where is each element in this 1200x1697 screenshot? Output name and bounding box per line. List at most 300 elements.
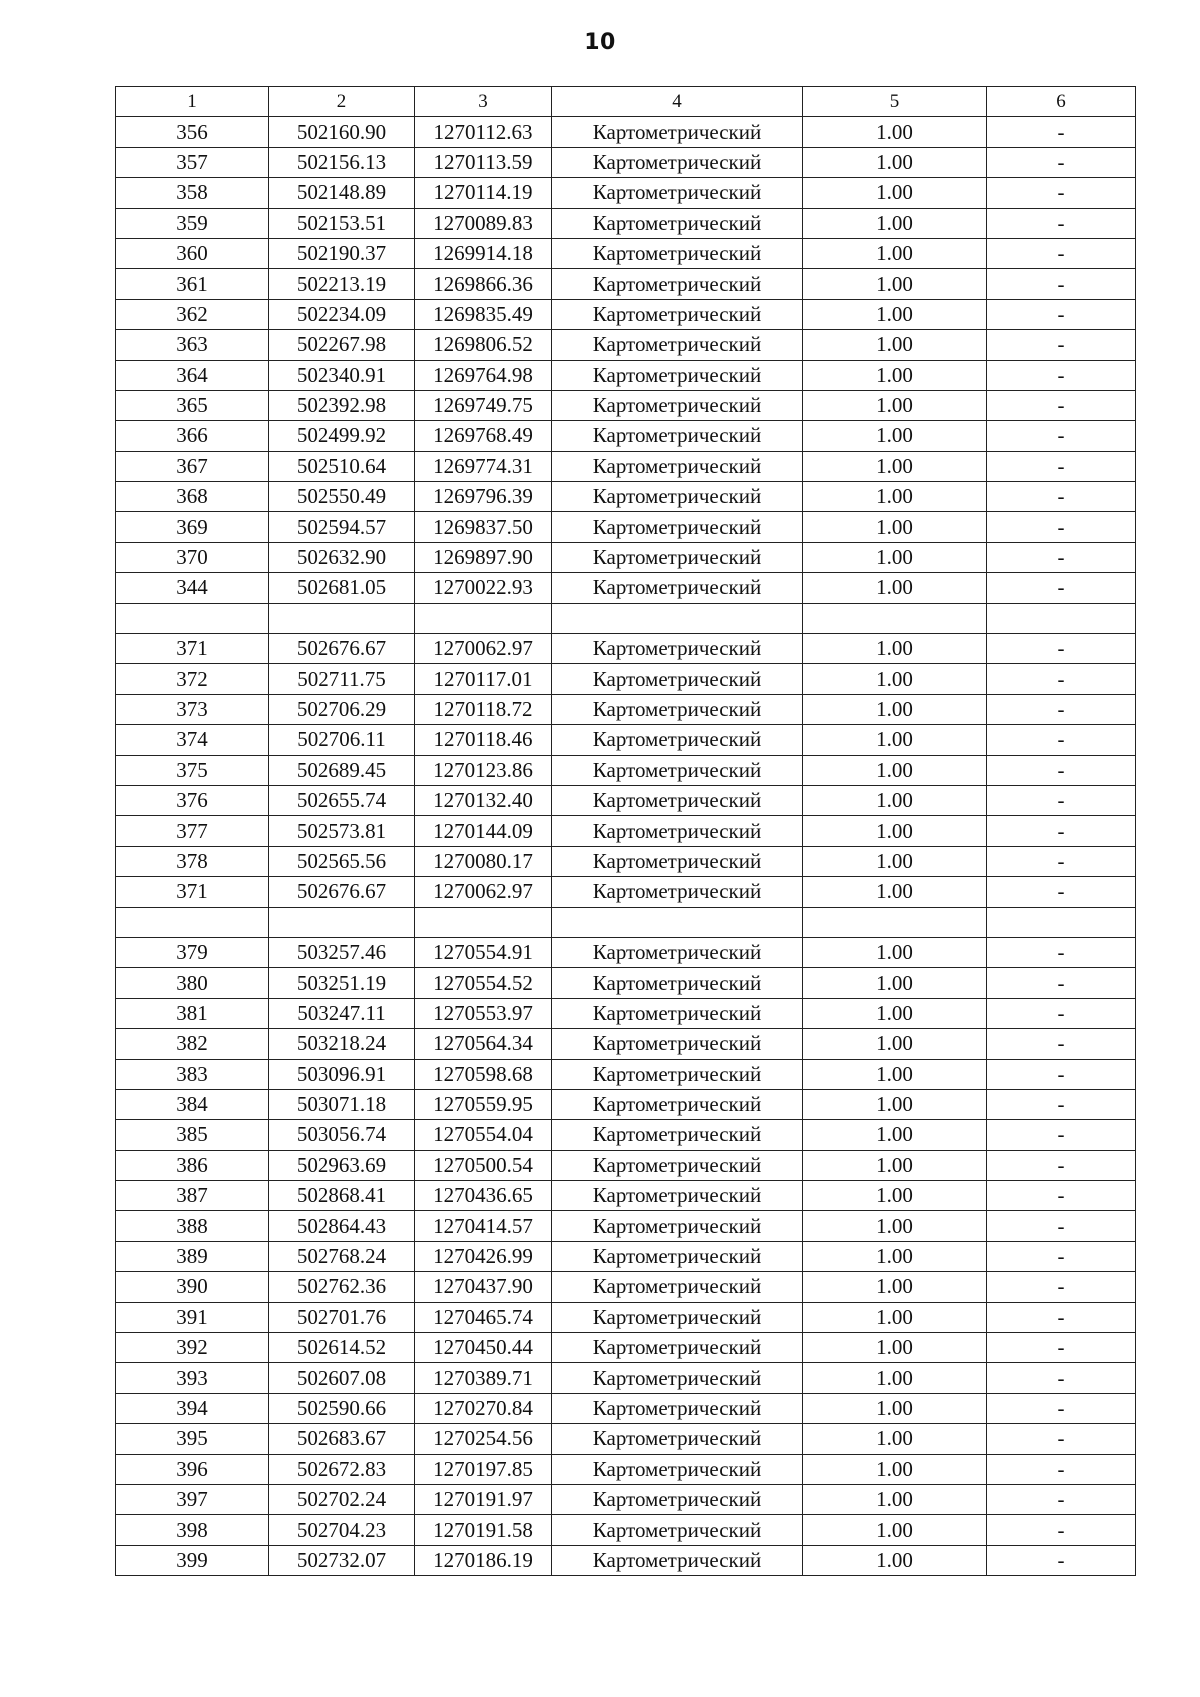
method-cell: Картометрический [552, 1211, 803, 1241]
note-cell: - [987, 755, 1136, 785]
point-number-cell: 373 [116, 694, 269, 724]
accuracy-cell: 1.00 [803, 573, 987, 603]
point-number-cell: 359 [116, 208, 269, 238]
note-cell: - [987, 208, 1136, 238]
y-coordinate-cell: 1270022.93 [415, 573, 552, 603]
point-number-cell: 385 [116, 1120, 269, 1150]
note-cell: - [987, 1029, 1136, 1059]
note-cell: - [987, 178, 1136, 208]
accuracy-cell: 1.00 [803, 1545, 987, 1575]
point-number-cell: 368 [116, 482, 269, 512]
accuracy-cell: 1.00 [803, 1241, 987, 1271]
point-number-cell: 371 [116, 877, 269, 907]
table-row [116, 877, 1136, 907]
note-cell [987, 603, 1136, 633]
point-number-cell: 378 [116, 846, 269, 876]
note-cell: - [987, 1120, 1136, 1150]
accuracy-cell: 1.00 [803, 1089, 987, 1119]
x-coordinate-cell: 502156.13 [269, 147, 415, 177]
x-coordinate-cell: 502768.24 [269, 1241, 415, 1271]
accuracy-cell: 1.00 [803, 755, 987, 785]
x-coordinate-cell: 503056.74 [269, 1120, 415, 1150]
x-coordinate-cell: 502565.56 [269, 846, 415, 876]
accuracy-cell: 1.00 [803, 482, 987, 512]
y-coordinate-cell: 1270186.19 [415, 1545, 552, 1575]
method-cell: Картометрический [552, 1393, 803, 1423]
point-number-cell: 371 [116, 634, 269, 664]
note-cell: - [987, 1484, 1136, 1514]
accuracy-cell: 1.00 [803, 1333, 987, 1363]
table-row [116, 208, 1136, 238]
note-cell: - [987, 1089, 1136, 1119]
note-cell: - [987, 1333, 1136, 1363]
point-number-cell: 374 [116, 725, 269, 755]
method-cell: Картометрический [552, 1484, 803, 1514]
table-row [116, 421, 1136, 451]
point-number-cell: 363 [116, 330, 269, 360]
table-row [116, 816, 1136, 846]
y-coordinate-cell: 1270062.97 [415, 634, 552, 664]
table-row [116, 299, 1136, 329]
method-cell: Картометрический [552, 664, 803, 694]
x-coordinate-cell: 503247.11 [269, 998, 415, 1028]
point-number-cell: 397 [116, 1484, 269, 1514]
note-cell: - [987, 147, 1136, 177]
table-row [116, 1454, 1136, 1484]
x-coordinate-cell [269, 907, 415, 937]
table-row [116, 1424, 1136, 1454]
table-row [116, 1181, 1136, 1211]
accuracy-cell: 1.00 [803, 542, 987, 572]
note-cell: - [987, 816, 1136, 846]
x-coordinate-cell: 502732.07 [269, 1545, 415, 1575]
x-coordinate-cell: 502632.90 [269, 542, 415, 572]
y-coordinate-cell: 1269749.75 [415, 390, 552, 420]
accuracy-cell: 1.00 [803, 1272, 987, 1302]
note-cell: - [987, 1181, 1136, 1211]
x-coordinate-cell: 502711.75 [269, 664, 415, 694]
x-coordinate-cell: 502148.89 [269, 178, 415, 208]
y-coordinate-cell: 1270114.19 [415, 178, 552, 208]
y-coordinate-cell: 1269837.50 [415, 512, 552, 542]
y-coordinate-cell: 1270426.99 [415, 1241, 552, 1271]
table-row [116, 1150, 1136, 1180]
accuracy-cell: 1.00 [803, 664, 987, 694]
point-number-cell: 344 [116, 573, 269, 603]
point-number-cell: 386 [116, 1150, 269, 1180]
table-row [116, 451, 1136, 481]
note-cell: - [987, 238, 1136, 268]
note-cell: - [987, 421, 1136, 451]
point-number-cell: 375 [116, 755, 269, 785]
accuracy-cell: 1.00 [803, 846, 987, 876]
method-cell: Картометрический [552, 1363, 803, 1393]
accuracy-cell: 1.00 [803, 238, 987, 268]
note-cell: - [987, 269, 1136, 299]
note-cell: - [987, 1515, 1136, 1545]
method-cell: Картометрический [552, 846, 803, 876]
note-cell: - [987, 1545, 1136, 1575]
table-separator-row [116, 603, 1136, 633]
table-row [116, 178, 1136, 208]
accuracy-cell: 1.00 [803, 1515, 987, 1545]
header-cell-2: 2 [269, 87, 415, 117]
point-number-cell: 367 [116, 451, 269, 481]
x-coordinate-cell: 503257.46 [269, 937, 415, 967]
y-coordinate-cell: 1270118.72 [415, 694, 552, 724]
method-cell: Картометрический [552, 1181, 803, 1211]
table-row [116, 846, 1136, 876]
x-coordinate-cell: 502702.24 [269, 1484, 415, 1514]
accuracy-cell: 1.00 [803, 877, 987, 907]
y-coordinate-cell: 1269806.52 [415, 330, 552, 360]
method-cell: Картометрический [552, 1241, 803, 1271]
note-cell: - [987, 1059, 1136, 1089]
accuracy-cell [803, 603, 987, 633]
y-coordinate-cell: 1269897.90 [415, 542, 552, 572]
table-row [116, 634, 1136, 664]
method-cell: Картометрический [552, 1120, 803, 1150]
point-number-cell: 377 [116, 816, 269, 846]
point-number-cell: 366 [116, 421, 269, 451]
x-coordinate-cell: 502864.43 [269, 1211, 415, 1241]
point-number-cell: 382 [116, 1029, 269, 1059]
note-cell: - [987, 1302, 1136, 1332]
point-number-cell: 394 [116, 1393, 269, 1423]
method-cell: Картометрический [552, 634, 803, 664]
note-cell: - [987, 634, 1136, 664]
point-number-cell: 398 [116, 1515, 269, 1545]
x-coordinate-cell: 502153.51 [269, 208, 415, 238]
x-coordinate-cell: 502573.81 [269, 816, 415, 846]
table-row [116, 360, 1136, 390]
accuracy-cell: 1.00 [803, 117, 987, 147]
method-cell: Картометрический [552, 299, 803, 329]
accuracy-cell: 1.00 [803, 390, 987, 420]
accuracy-cell: 1.00 [803, 269, 987, 299]
accuracy-cell: 1.00 [803, 451, 987, 481]
y-coordinate-cell: 1269768.49 [415, 421, 552, 451]
accuracy-cell: 1.00 [803, 1363, 987, 1393]
method-cell: Картометрический [552, 238, 803, 268]
x-coordinate-cell: 502550.49 [269, 482, 415, 512]
y-coordinate-cell: 1270112.63 [415, 117, 552, 147]
method-cell: Картометрический [552, 1029, 803, 1059]
method-cell: Картометрический [552, 1333, 803, 1363]
note-cell: - [987, 877, 1136, 907]
note-cell: - [987, 330, 1136, 360]
x-coordinate-cell: 502681.05 [269, 573, 415, 603]
point-number-cell: 387 [116, 1181, 269, 1211]
note-cell: - [987, 390, 1136, 420]
table-row [116, 1484, 1136, 1514]
header-cell-5: 5 [803, 87, 987, 117]
x-coordinate-cell: 502594.57 [269, 512, 415, 542]
point-number-cell: 399 [116, 1545, 269, 1575]
accuracy-cell: 1.00 [803, 1150, 987, 1180]
x-coordinate-cell: 503251.19 [269, 968, 415, 998]
note-cell: - [987, 573, 1136, 603]
note-cell: - [987, 725, 1136, 755]
y-coordinate-cell: 1270554.52 [415, 968, 552, 998]
method-cell: Картометрический [552, 1515, 803, 1545]
note-cell: - [987, 998, 1136, 1028]
accuracy-cell: 1.00 [803, 1059, 987, 1089]
table-row [116, 1120, 1136, 1150]
accuracy-cell: 1.00 [803, 937, 987, 967]
y-coordinate-cell: 1270437.90 [415, 1272, 552, 1302]
table-row [116, 785, 1136, 815]
accuracy-cell: 1.00 [803, 421, 987, 451]
note-cell: - [987, 1211, 1136, 1241]
accuracy-cell: 1.00 [803, 968, 987, 998]
accuracy-cell: 1.00 [803, 147, 987, 177]
accuracy-cell: 1.00 [803, 634, 987, 664]
accuracy-cell: 1.00 [803, 1120, 987, 1150]
method-cell: Картометрический [552, 482, 803, 512]
point-number-cell: 357 [116, 147, 269, 177]
note-cell: - [987, 117, 1136, 147]
method-cell: Картометрический [552, 1272, 803, 1302]
note-cell: - [987, 512, 1136, 542]
accuracy-cell: 1.00 [803, 725, 987, 755]
header-row [116, 87, 1136, 117]
y-coordinate-cell: 1270436.65 [415, 1181, 552, 1211]
y-coordinate-cell: 1270559.95 [415, 1089, 552, 1119]
point-number-cell: 381 [116, 998, 269, 1028]
y-coordinate-cell: 1269914.18 [415, 238, 552, 268]
table-row [116, 1241, 1136, 1271]
note-cell: - [987, 937, 1136, 967]
table-row [116, 269, 1136, 299]
y-coordinate-cell: 1270113.59 [415, 147, 552, 177]
y-coordinate-cell: 1270500.54 [415, 1150, 552, 1180]
note-cell: - [987, 1272, 1136, 1302]
method-cell [552, 603, 803, 633]
point-number-cell [116, 603, 269, 633]
table-row [116, 1029, 1136, 1059]
table-row [116, 937, 1136, 967]
table-row [116, 1363, 1136, 1393]
accuracy-cell: 1.00 [803, 785, 987, 815]
note-cell: - [987, 542, 1136, 572]
note-cell: - [987, 785, 1136, 815]
point-number-cell: 391 [116, 1302, 269, 1332]
note-cell: - [987, 360, 1136, 390]
y-coordinate-cell [415, 907, 552, 937]
accuracy-cell: 1.00 [803, 816, 987, 846]
table-row [116, 1302, 1136, 1332]
x-coordinate-cell: 502706.11 [269, 725, 415, 755]
note-cell: - [987, 1424, 1136, 1454]
x-coordinate-cell: 502190.37 [269, 238, 415, 268]
x-coordinate-cell: 502762.36 [269, 1272, 415, 1302]
coordinates-table [115, 86, 1136, 1576]
method-cell: Картометрический [552, 1089, 803, 1119]
point-number-cell: 362 [116, 299, 269, 329]
y-coordinate-cell: 1270197.85 [415, 1454, 552, 1484]
point-number-cell: 379 [116, 937, 269, 967]
y-coordinate-cell: 1269764.98 [415, 360, 552, 390]
method-cell: Картометрический [552, 1059, 803, 1089]
point-number-cell: 360 [116, 238, 269, 268]
x-coordinate-cell: 503218.24 [269, 1029, 415, 1059]
table-row [116, 755, 1136, 785]
method-cell: Картометрический [552, 968, 803, 998]
method-cell: Картометрический [552, 1545, 803, 1575]
y-coordinate-cell: 1270132.40 [415, 785, 552, 815]
method-cell: Картометрический [552, 1424, 803, 1454]
method-cell: Картометрический [552, 785, 803, 815]
y-coordinate-cell: 1270554.04 [415, 1120, 552, 1150]
y-coordinate-cell: 1269835.49 [415, 299, 552, 329]
y-coordinate-cell: 1269866.36 [415, 269, 552, 299]
accuracy-cell: 1.00 [803, 512, 987, 542]
header-cell-6: 6 [987, 87, 1136, 117]
x-coordinate-cell: 502868.41 [269, 1181, 415, 1211]
table-row [116, 1211, 1136, 1241]
y-coordinate-cell: 1270554.91 [415, 937, 552, 967]
point-number-cell: 392 [116, 1333, 269, 1363]
x-coordinate-cell: 502676.67 [269, 634, 415, 664]
header-cell-3: 3 [415, 87, 552, 117]
method-cell: Картометрический [552, 512, 803, 542]
accuracy-cell: 1.00 [803, 1393, 987, 1423]
point-number-cell: 383 [116, 1059, 269, 1089]
table-row [116, 1393, 1136, 1423]
table-row [116, 1515, 1136, 1545]
accuracy-cell: 1.00 [803, 178, 987, 208]
method-cell: Картометрический [552, 421, 803, 451]
x-coordinate-cell: 502499.92 [269, 421, 415, 451]
note-cell: - [987, 1363, 1136, 1393]
table-row [116, 482, 1136, 512]
table-row [116, 542, 1136, 572]
y-coordinate-cell: 1270389.71 [415, 1363, 552, 1393]
y-coordinate-cell: 1270191.97 [415, 1484, 552, 1514]
accuracy-cell: 1.00 [803, 1302, 987, 1332]
note-cell: - [987, 664, 1136, 694]
method-cell: Картометрический [552, 1150, 803, 1180]
y-coordinate-cell: 1270123.86 [415, 755, 552, 785]
accuracy-cell: 1.00 [803, 1424, 987, 1454]
accuracy-cell: 1.00 [803, 360, 987, 390]
note-cell [987, 907, 1136, 937]
accuracy-cell: 1.00 [803, 1181, 987, 1211]
y-coordinate-cell: 1270465.74 [415, 1302, 552, 1332]
table-row [116, 968, 1136, 998]
method-cell: Картометрический [552, 147, 803, 177]
x-coordinate-cell: 502607.08 [269, 1363, 415, 1393]
accuracy-cell: 1.00 [803, 299, 987, 329]
method-cell: Картометрический [552, 178, 803, 208]
y-coordinate-cell [415, 603, 552, 633]
x-coordinate-cell: 502676.67 [269, 877, 415, 907]
method-cell: Картометрический [552, 451, 803, 481]
table-row [116, 147, 1136, 177]
table-row [116, 1333, 1136, 1363]
note-cell: - [987, 1454, 1136, 1484]
x-coordinate-cell: 503071.18 [269, 1089, 415, 1119]
method-cell: Картометрический [552, 755, 803, 785]
table-row [116, 573, 1136, 603]
note-cell: - [987, 846, 1136, 876]
x-coordinate-cell: 502234.09 [269, 299, 415, 329]
method-cell: Картометрический [552, 725, 803, 755]
table-row [116, 664, 1136, 694]
y-coordinate-cell: 1270062.97 [415, 877, 552, 907]
table-row [116, 1059, 1136, 1089]
table-row [116, 998, 1136, 1028]
x-coordinate-cell: 502701.76 [269, 1302, 415, 1332]
y-coordinate-cell: 1270118.46 [415, 725, 552, 755]
x-coordinate-cell: 502267.98 [269, 330, 415, 360]
point-number-cell: 370 [116, 542, 269, 572]
method-cell: Картометрический [552, 937, 803, 967]
method-cell: Картометрический [552, 573, 803, 603]
x-coordinate-cell [269, 603, 415, 633]
method-cell: Картометрический [552, 1454, 803, 1484]
note-cell: - [987, 1241, 1136, 1271]
note-cell: - [987, 482, 1136, 512]
x-coordinate-cell: 502590.66 [269, 1393, 415, 1423]
point-number-cell: 389 [116, 1241, 269, 1271]
accuracy-cell: 1.00 [803, 998, 987, 1028]
x-coordinate-cell: 502614.52 [269, 1333, 415, 1363]
method-cell: Картометрический [552, 390, 803, 420]
y-coordinate-cell: 1270598.68 [415, 1059, 552, 1089]
method-cell: Картометрический [552, 1302, 803, 1332]
y-coordinate-cell: 1270564.34 [415, 1029, 552, 1059]
y-coordinate-cell: 1270117.01 [415, 664, 552, 694]
x-coordinate-cell: 502510.64 [269, 451, 415, 481]
accuracy-cell: 1.00 [803, 1211, 987, 1241]
x-coordinate-cell: 502963.69 [269, 1150, 415, 1180]
table-row [116, 1272, 1136, 1302]
accuracy-cell: 1.00 [803, 330, 987, 360]
method-cell [552, 907, 803, 937]
method-cell: Картометрический [552, 816, 803, 846]
x-coordinate-cell: 502706.29 [269, 694, 415, 724]
note-cell: - [987, 299, 1136, 329]
point-number-cell: 390 [116, 1272, 269, 1302]
point-number-cell: 364 [116, 360, 269, 390]
point-number-cell: 369 [116, 512, 269, 542]
method-cell: Картометрический [552, 360, 803, 390]
table-row [116, 390, 1136, 420]
y-coordinate-cell: 1270080.17 [415, 846, 552, 876]
y-coordinate-cell: 1270414.57 [415, 1211, 552, 1241]
point-number-cell: 356 [116, 117, 269, 147]
y-coordinate-cell: 1269796.39 [415, 482, 552, 512]
point-number-cell [116, 907, 269, 937]
table-row [116, 238, 1136, 268]
table-row [116, 1545, 1136, 1575]
header-cell-4: 4 [552, 87, 803, 117]
x-coordinate-cell: 502655.74 [269, 785, 415, 815]
x-coordinate-cell: 502689.45 [269, 755, 415, 785]
y-coordinate-cell: 1270144.09 [415, 816, 552, 846]
x-coordinate-cell: 502213.19 [269, 269, 415, 299]
point-number-cell: 388 [116, 1211, 269, 1241]
point-number-cell: 384 [116, 1089, 269, 1119]
point-number-cell: 380 [116, 968, 269, 998]
point-number-cell: 396 [116, 1454, 269, 1484]
note-cell: - [987, 451, 1136, 481]
y-coordinate-cell: 1270191.58 [415, 1515, 552, 1545]
page-number: 10 [584, 30, 616, 55]
point-number-cell: 393 [116, 1363, 269, 1393]
